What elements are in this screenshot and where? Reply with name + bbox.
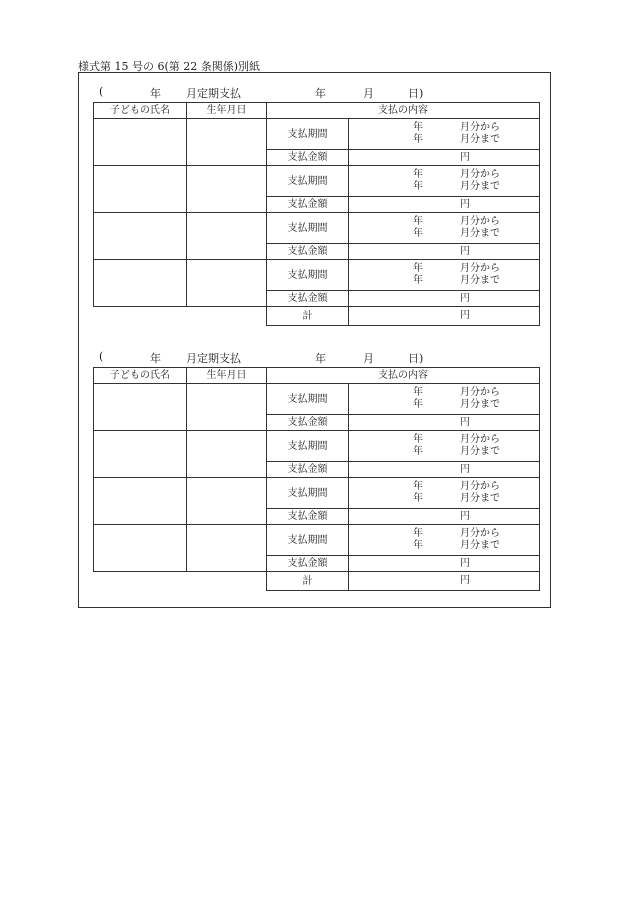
amount-value-cell[interactable] (349, 244, 540, 260)
period-label: 支払期間 (267, 260, 349, 291)
yen-unit-label: 円 (460, 575, 470, 586)
amount-label: 支払金額 (267, 197, 349, 213)
from-suffix-label: 月分から (460, 387, 500, 398)
yen-unit-label: 円 (460, 152, 470, 163)
header-birth-date: 生年月日 (187, 368, 267, 384)
total-label: 計 (267, 572, 349, 591)
amount-value-cell[interactable] (349, 509, 540, 525)
heading-date-day: 日) (408, 352, 424, 365)
from-suffix-label: 月分から (460, 528, 500, 539)
child-name-cell[interactable] (94, 525, 187, 572)
from-year-label: 年 (413, 528, 423, 539)
period-label: 支払期間 (267, 384, 349, 415)
total-row (94, 307, 540, 326)
yen-unit-label: 円 (460, 464, 470, 475)
from-suffix-label: 月分から (460, 122, 500, 133)
payment-table (93, 102, 540, 326)
header-birth-date: 生年月日 (187, 103, 267, 119)
section-heading (79, 85, 550, 99)
period-value-cell[interactable] (349, 260, 540, 291)
form-frame (78, 72, 551, 608)
heading-month-label: 月定期支払 (186, 87, 241, 100)
period-value-cell[interactable] (349, 525, 540, 556)
to-year-label: 年 (413, 446, 423, 457)
heading-date-year: 年 (315, 87, 326, 100)
amount-label: 支払金額 (267, 415, 349, 431)
open-paren: ( (99, 85, 104, 98)
period-value-cell[interactable] (349, 384, 540, 415)
heading-date-year: 年 (315, 352, 326, 365)
from-year-label: 年 (413, 434, 423, 445)
amount-label: 支払金額 (267, 556, 349, 572)
birth-date-cell[interactable] (187, 431, 267, 478)
to-year-label: 年 (413, 275, 423, 286)
amount-value-cell[interactable] (349, 150, 540, 166)
to-year-label: 年 (413, 228, 423, 239)
section-heading (79, 350, 550, 364)
header-payment-details: 支払の内容 (267, 368, 540, 384)
child-name-cell[interactable] (94, 166, 187, 213)
child-name-cell[interactable] (94, 119, 187, 166)
table-row (94, 525, 540, 556)
to-year-label: 年 (413, 540, 423, 551)
yen-unit-label: 円 (460, 417, 470, 428)
child-name-cell[interactable] (94, 431, 187, 478)
to-year-label: 年 (413, 493, 423, 504)
payment-table (93, 367, 540, 591)
to-suffix-label: 月分まで (460, 493, 500, 504)
blank-cell (187, 572, 267, 591)
yen-unit-label: 円 (460, 293, 470, 304)
to-year-label: 年 (413, 181, 423, 192)
from-year-label: 年 (413, 387, 423, 398)
from-year-label: 年 (413, 263, 423, 274)
period-value-cell[interactable] (349, 213, 540, 244)
birth-date-cell[interactable] (187, 119, 267, 166)
to-suffix-label: 月分まで (460, 446, 500, 457)
birth-date-cell[interactable] (187, 213, 267, 260)
birth-date-cell[interactable] (187, 525, 267, 572)
child-name-cell[interactable] (94, 384, 187, 431)
heading-year: 年 (150, 87, 161, 100)
form-title: 様式第 15 号の 6(第 22 条関係)別紙 (78, 60, 261, 73)
from-year-label: 年 (413, 481, 423, 492)
blank-cell (187, 307, 267, 326)
heading-date-day: 日) (408, 87, 424, 100)
period-label: 支払期間 (267, 525, 349, 556)
child-name-cell[interactable] (94, 260, 187, 307)
to-year-label: 年 (413, 399, 423, 410)
table-row (94, 166, 540, 197)
period-label: 支払期間 (267, 431, 349, 462)
header-payment-details: 支払の内容 (267, 103, 540, 119)
amount-value-cell[interactable] (349, 197, 540, 213)
child-name-cell[interactable] (94, 478, 187, 525)
blank-cell (94, 307, 187, 326)
period-value-cell[interactable] (349, 431, 540, 462)
to-suffix-label: 月分まで (460, 275, 500, 286)
heading-date-month: 月 (363, 352, 374, 365)
to-suffix-label: 月分まで (460, 399, 500, 410)
total-value-cell[interactable] (349, 307, 540, 326)
from-year-label: 年 (413, 169, 423, 180)
child-name-cell[interactable] (94, 213, 187, 260)
from-suffix-label: 月分から (460, 434, 500, 445)
heading-month-label: 月定期支払 (186, 352, 241, 365)
to-suffix-label: 月分まで (460, 540, 500, 551)
period-label: 支払期間 (267, 213, 349, 244)
to-suffix-label: 月分まで (460, 181, 500, 192)
yen-unit-label: 円 (460, 310, 470, 321)
amount-value-cell[interactable] (349, 556, 540, 572)
table-row (94, 260, 540, 291)
yen-unit-label: 円 (460, 511, 470, 522)
table-row (94, 213, 540, 244)
period-label: 支払期間 (267, 478, 349, 509)
yen-unit-label: 円 (460, 246, 470, 257)
table-row (94, 119, 540, 150)
from-suffix-label: 月分から (460, 169, 500, 180)
open-paren: ( (99, 350, 104, 363)
from-year-label: 年 (413, 122, 423, 133)
period-label: 支払期間 (267, 119, 349, 150)
total-label: 計 (267, 307, 349, 326)
from-year-label: 年 (413, 216, 423, 227)
total-value-cell[interactable] (349, 572, 540, 591)
period-value-cell[interactable] (349, 166, 540, 197)
table-row (94, 384, 540, 415)
amount-label: 支払金額 (267, 150, 349, 166)
amount-value-cell[interactable] (349, 462, 540, 478)
from-suffix-label: 月分から (460, 263, 500, 274)
from-suffix-label: 月分から (460, 481, 500, 492)
amount-value-cell[interactable] (349, 291, 540, 307)
to-year-label: 年 (413, 134, 423, 145)
blank-cell (94, 572, 187, 591)
amount-label: 支払金額 (267, 291, 349, 307)
birth-date-cell[interactable] (187, 384, 267, 431)
yen-unit-label: 円 (460, 558, 470, 569)
heading-date-month: 月 (363, 87, 374, 100)
period-label: 支払期間 (267, 166, 349, 197)
table-row (94, 431, 540, 462)
birth-date-cell[interactable] (187, 166, 267, 213)
header-child-name: 子どもの氏名 (94, 368, 187, 384)
header-child-name: 子どもの氏名 (94, 103, 187, 119)
total-row (94, 572, 540, 591)
yen-unit-label: 円 (460, 199, 470, 210)
table-row (94, 478, 540, 509)
birth-date-cell[interactable] (187, 260, 267, 307)
to-suffix-label: 月分まで (460, 228, 500, 239)
to-suffix-label: 月分まで (460, 134, 500, 145)
amount-label: 支払金額 (267, 509, 349, 525)
period-value-cell[interactable] (349, 119, 540, 150)
period-value-cell[interactable] (349, 478, 540, 509)
amount-value-cell[interactable] (349, 415, 540, 431)
birth-date-cell[interactable] (187, 478, 267, 525)
amount-label: 支払金額 (267, 244, 349, 260)
amount-label: 支払金額 (267, 462, 349, 478)
from-suffix-label: 月分から (460, 216, 500, 227)
heading-year: 年 (150, 352, 161, 365)
